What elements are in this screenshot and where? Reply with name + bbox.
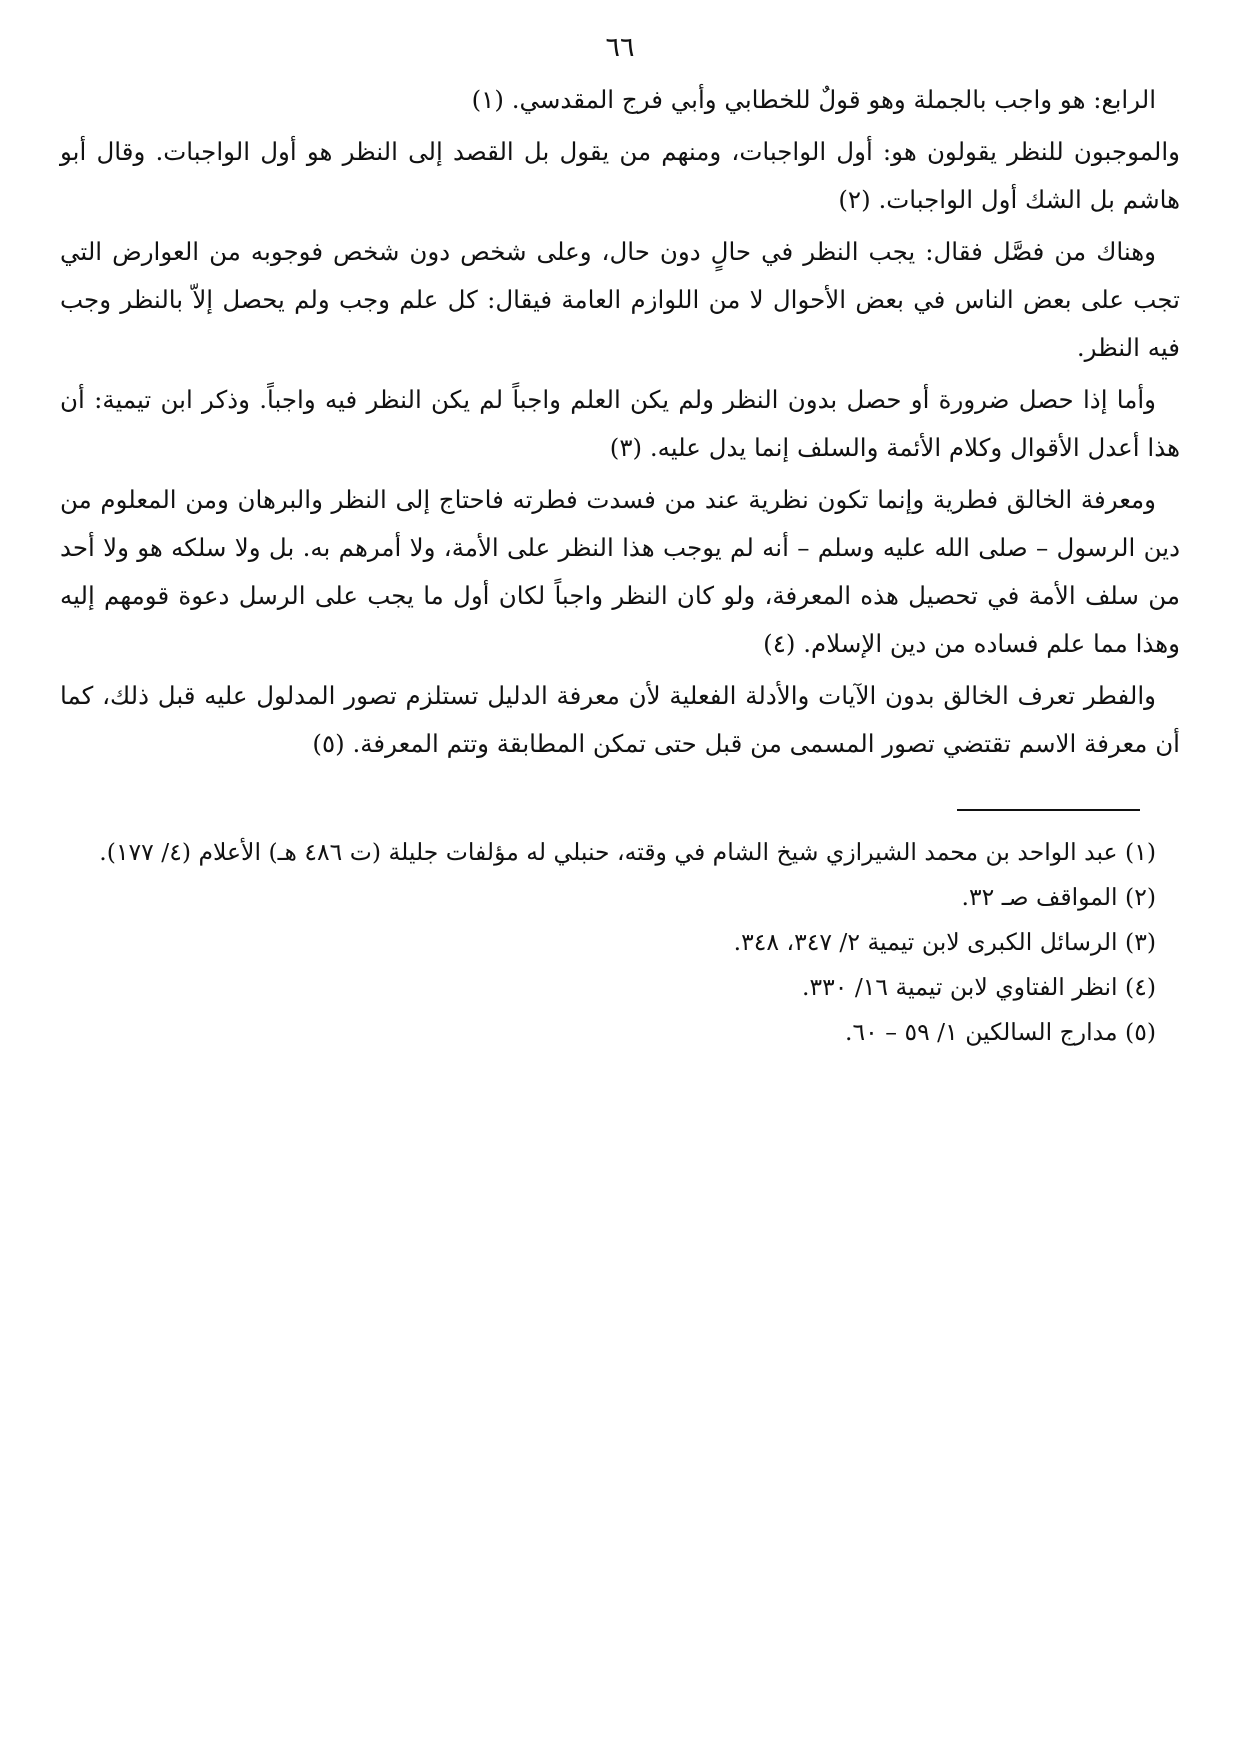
footnotes (60, 830, 1180, 1055)
footnote-divider (957, 809, 1140, 811)
paragraph-2: والموجبون للنظر يقولون هو: أول الواجبات، ومنهم من يقول بل القصد إلى النظر هو أول الواجبات. وقال أبو هاشم بل الشك أول الواجبات. (٢) (60, 137, 1180, 214)
paragraph-6: والفطر تعرف الخالق بدون الآيات والأدلة الفعلية لأن معرفة الدليل تستلزم تصور المدلول عليه قبل ذلك، كما أن معرفة الاسم تقتضي تصور المسمى من قبل حتى تمكن المطابقة وتتم المعرفة. (٥) (60, 681, 1180, 758)
main-text (60, 76, 1180, 772)
footnote-2: (٢) المواقف صـ ٣٢. (961, 883, 1156, 911)
footnote-3: (٣) الرسائل الكبرى لابن تيمية ٢/ ٣٤٧، ٣٤٨. (733, 928, 1156, 956)
footnote-4: (٤) انظر الفتاوي لابن تيمية ١٦/ ٣٣٠. (802, 973, 1156, 1001)
footnote-5: (٥) مدارج السالكين ١/ ٥٩ – ٦٠. (845, 1018, 1156, 1046)
paragraph-1: الرابع: هو واجب بالجملة وهو قولٌ للخطابي وأبي فرج المقدسي. (١) (471, 85, 1156, 114)
footnote-1: (١) عبد الواحد بن محمد الشيرازي شيخ الشام في وقته، حنبلي له مؤلفات جليلة (ت ٤٨٦ هـ) الأعلام (٤/ ١٧٧). (99, 838, 1156, 866)
paragraph-5: ومعرفة الخالق فطرية وإنما تكون نظرية عند من فسدت فطرته فاحتاج إلى النظر والبرهان ومن المعلوم من دين الرسول – صلى الله عليه وسلم – أنه لم يوجب هذا النظر على الأمة، ولا أمرهم به. بل ولا سلكه هو ولا أحد من سلف الأمة في تحصيل هذه المعرفة، ولو كان النظر واجباً لكان أول ما يجب على الرسل دعوة قومهم إليه وهذا مما علم فساده من دين الإسلام. (٤) (60, 485, 1180, 658)
page-number: ٦٦ (605, 32, 635, 63)
paragraph-3: وهناك من فصَّل فقال: يجب النظر في حالٍ دون حال، وعلى شخص دون شخص فوجوبه من العوارض التي تجب على بعض الناس في بعض الأحوال لا من اللوازم العامة فيقال: كل علم وجب ولم يحصل إلاّ بالنظر وجب فيه النظر. (60, 237, 1180, 362)
paragraph-4: وأما إذا حصل ضرورة أو حصل بدون النظر ولم يكن العلم واجباً لم يكن النظر فيه واجباً. وذكر ابن تيمية: أن هذا أعدل الأقوال وكلام الأئمة والسلف إنما يدل عليه. (٣) (60, 385, 1180, 462)
